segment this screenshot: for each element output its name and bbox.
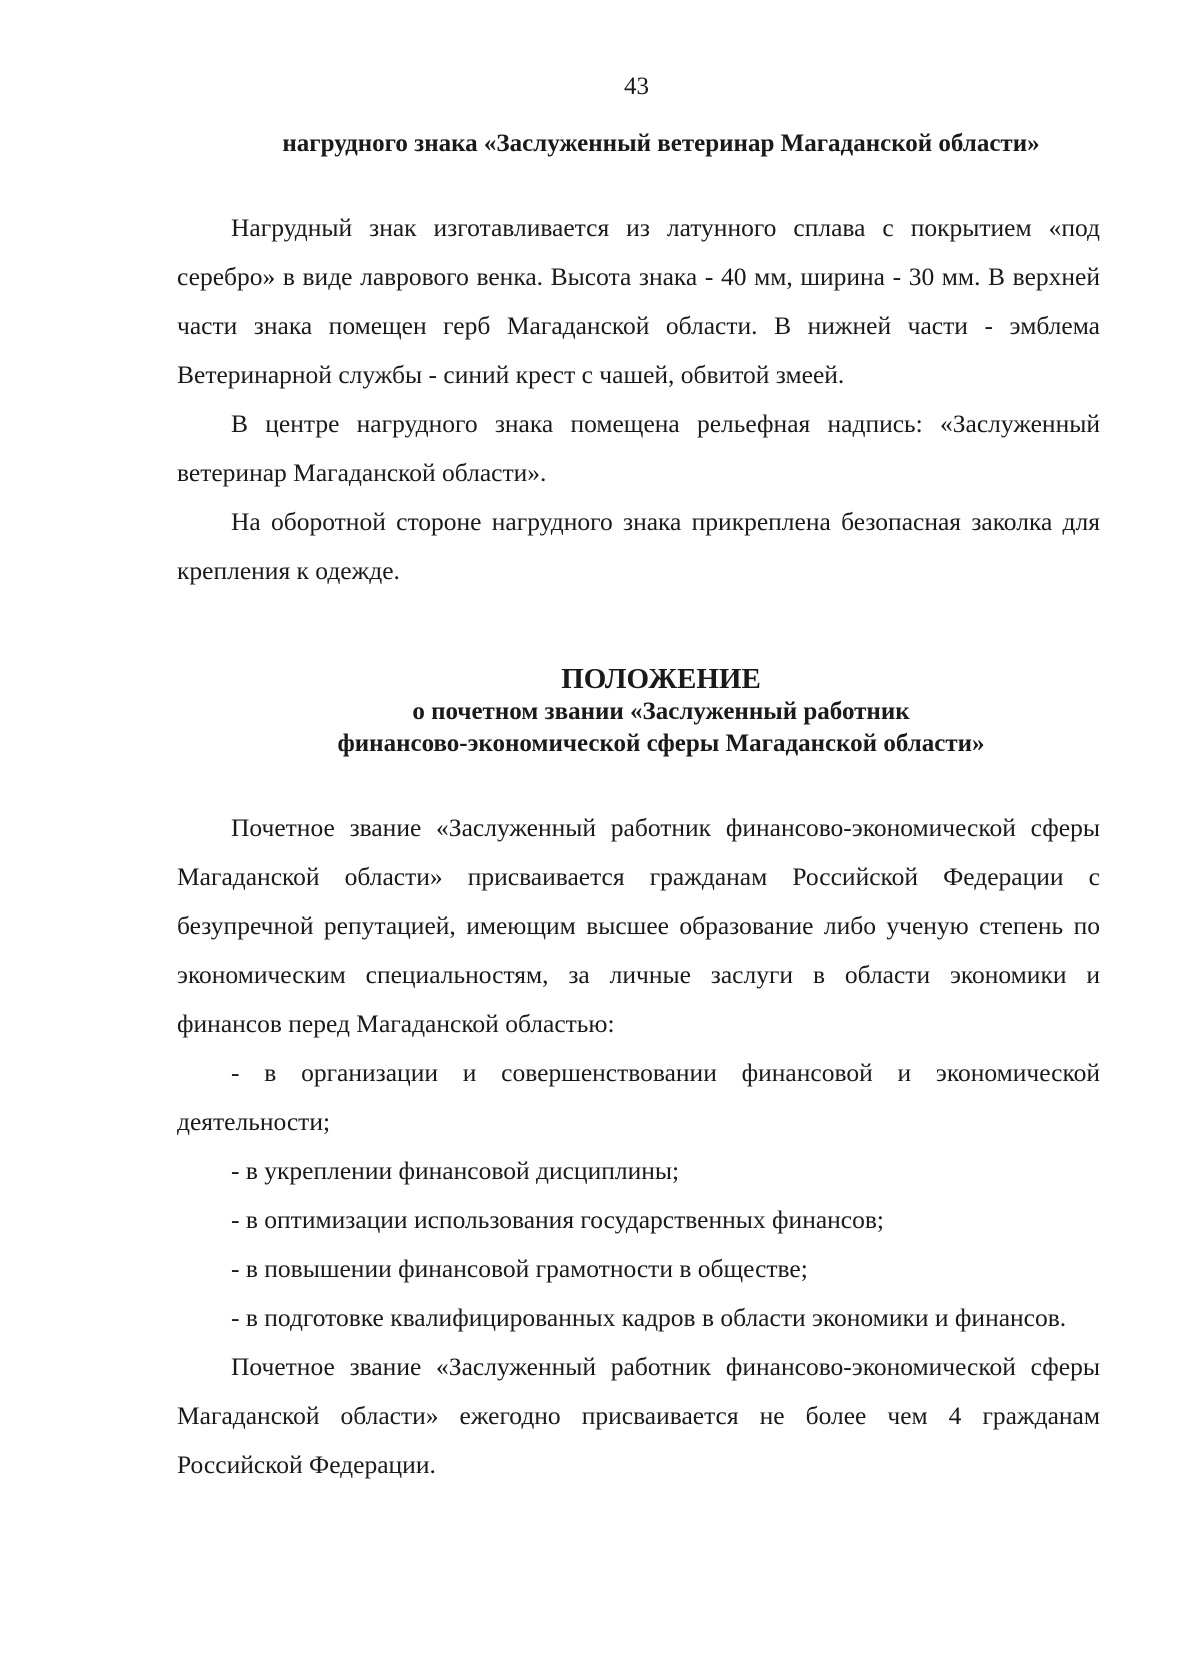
regulation-intro-paragraph: Почетное звание «Заслуженный работник финансово-экономической сферы Магаданской области» присваивается гражданам Российской Федерации с безупречной репутацией, имеющим высшее образование либо ученую степень по экономическим специальностям, за личные заслуги в области экономики и финансов перед Магаданской областью: xyxy=(177,813,1100,1038)
page-content xyxy=(177,128,1100,1489)
regulation-subtitle-line-1: о почетном звании «Заслуженный работник xyxy=(412,698,910,725)
badge-section-heading: нагрудного знака «Заслуженный ветеринар Магаданской области» xyxy=(282,130,1040,157)
regulation-list-item: - в укреплении финансовой дисциплины; xyxy=(231,1156,680,1185)
badge-paragraph-3: На оборотной стороне нагрудного знака прикреплена безопасная заколка для крепления к одежде. xyxy=(177,507,1100,585)
regulation-list-item: - в оптимизации использования государственных финансов; xyxy=(231,1205,885,1234)
regulation-list-item: - в подготовке квалифицированных кадров в области экономики и финансов. xyxy=(231,1303,1067,1332)
badge-paragraph-1: Нагрудный знак изготавливается из латунного сплава с покрытием «под серебро» в виде лаврового венка. Высота знака - 40 мм, ширина - 30 мм. В верхней части знака помещен герб Магаданской области. В нижней части - эмблема Ветеринарной службы - синий крест с чашей, обвитой змеей. xyxy=(177,213,1100,389)
regulation-list-item: - в повышении финансовой грамотности в обществе; xyxy=(231,1254,808,1283)
regulation-list-item: - в организации и совершенствовании финансовой и экономической деятельности; xyxy=(177,1058,1100,1136)
spacer xyxy=(177,595,1100,662)
spacer xyxy=(177,760,1100,803)
badge-paragraph-2: В центре нагрудного знака помещена рельефная надпись: «Заслуженный ветеринар Магаданской области». xyxy=(177,409,1100,487)
regulation-title: ПОЛОЖЕНИЕ xyxy=(561,663,761,695)
regulation-closing-paragraph: Почетное звание «Заслуженный работник финансово-экономической сферы Магаданской области» ежегодно присваивается не более чем 4 гражданам Российской Федерации. xyxy=(177,1352,1100,1479)
regulation-subtitle-line-2: финансово-экономической сферы Магаданской области» xyxy=(337,730,985,757)
spacer xyxy=(177,159,1100,203)
page-number: 43 xyxy=(624,73,649,100)
